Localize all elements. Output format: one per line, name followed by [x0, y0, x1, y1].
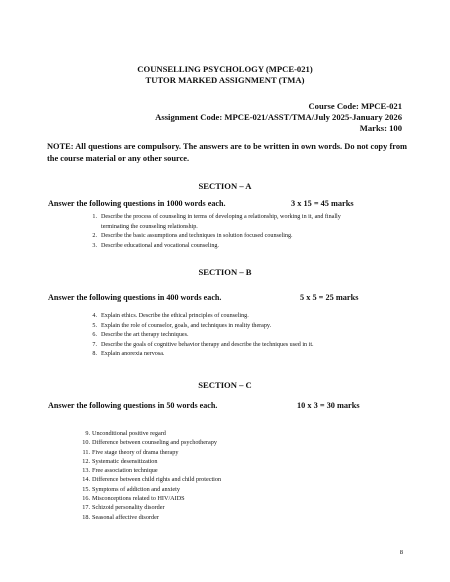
course-title: COUNSELLING PSYCHOLOGY (MPCE-021): [137, 64, 313, 74]
section-c-questions: [74, 429, 221, 522]
list-item: [82, 331, 369, 341]
section-a-instruction: Answer the following questions in 1000 words each.: [48, 199, 226, 208]
question-text: Describe educational and vocational counseling.: [101, 242, 219, 249]
question-number: 12.: [82, 457, 90, 465]
question-number: 5.: [92, 322, 97, 329]
assignment-title: TUTOR MARKED ASSIGNMENT (TMA): [145, 75, 305, 85]
section-c-title: SECTION – C: [198, 380, 252, 390]
list-item: [74, 429, 221, 438]
list-item: [82, 242, 369, 252]
note-text: NOTE: All questions are compulsory. The answers are to be written in own words. Do not copy from the course material or any other source.: [47, 142, 407, 163]
section-c-marks: 10 x 3 = 30 marks: [297, 401, 360, 410]
list-item: [82, 312, 369, 322]
question-text: Explain ethics. Describe the ethical principles of counseling.: [101, 313, 249, 319]
list-item: [74, 494, 221, 503]
section-b-title: SECTION – B: [198, 267, 252, 277]
question-text: Explain anorexia nervosa.: [101, 351, 165, 358]
list-item: [74, 466, 221, 475]
question-text: Describe the goals of cognitive behavior therapy and describe the techniques used in it.: [101, 341, 314, 348]
question-number: 17.: [82, 504, 90, 512]
page-number: 8: [399, 549, 403, 556]
question-number: 1.: [92, 214, 97, 220]
question-number: 8.: [92, 351, 97, 358]
list-item: [74, 503, 221, 512]
question-text: Systematic desensitization: [92, 457, 158, 465]
question-text: Describe the process of counseling in terms of developing a relationship, working in it, and finally terminating the counseling relationship.: [101, 214, 341, 230]
section-a-marks: 3 x 15 = 45 marks: [291, 199, 354, 208]
question-number: 14.: [82, 476, 90, 484]
question-text: Explain the role of counselor, goals, and techniques in reality therapy.: [101, 322, 272, 329]
question-number: 9.: [85, 430, 90, 437]
question-number: 16.: [82, 495, 90, 503]
list-item: [74, 475, 221, 484]
section-b-marks: 5 x 5 = 25 marks: [300, 293, 359, 302]
list-item: [74, 457, 221, 466]
question-number: 10.: [82, 439, 90, 447]
question-number: 3.: [92, 242, 97, 249]
question-number: 15.: [82, 485, 90, 493]
section-c-instruction: Answer the following questions in 50 words each.: [48, 401, 218, 410]
assignment-code: Assignment Code: MPCE-021/ASST/TMA/July 2025-January 2026: [155, 112, 402, 122]
list-item: [82, 322, 369, 332]
list-item: [82, 232, 369, 242]
question-text: Free association technique: [92, 467, 158, 475]
course-code: Course Code: MPCE-021: [308, 101, 402, 111]
question-number: 2.: [92, 233, 97, 240]
list-item: [74, 448, 221, 457]
question-number: 18.: [82, 513, 90, 521]
question-number: 11.: [82, 448, 90, 456]
question-number: 6.: [92, 332, 97, 339]
question-text: Describe the art therapy techniques.: [101, 332, 189, 339]
section-b-questions: [82, 312, 369, 360]
total-marks: Marks: 100: [359, 123, 402, 133]
list-item: [74, 513, 221, 522]
question-text: Symptoms of addiction and anxiety: [92, 485, 180, 493]
question-text: Misconceptions related to HIV/AIDS: [92, 495, 185, 503]
question-text: Seasonal affective disorder: [92, 513, 159, 521]
question-number: 13.: [82, 467, 90, 475]
list-item: [82, 213, 369, 232]
question-text: Difference between child rights and child protection: [92, 476, 222, 484]
section-a-title: SECTION – A: [198, 181, 252, 191]
question-text: Unconditional positive regard: [92, 430, 166, 437]
question-text: Difference between counseling and psychotherapy: [92, 439, 217, 447]
list-item: [82, 350, 369, 360]
list-item: [82, 341, 369, 351]
question-number: 4.: [92, 313, 97, 319]
list-item: [74, 438, 221, 447]
question-text: Describe the basic assumptions and techniques in solution focused counseling.: [101, 233, 293, 240]
question-text: Schizoid personality disorder: [92, 504, 165, 512]
question-number: 7.: [92, 341, 97, 348]
section-b-instruction: Answer the following questions in 400 words each.: [48, 293, 222, 302]
section-a-questions: [82, 213, 369, 251]
list-item: [74, 485, 221, 494]
question-text: Five stage theory of drama therapy: [92, 448, 179, 456]
